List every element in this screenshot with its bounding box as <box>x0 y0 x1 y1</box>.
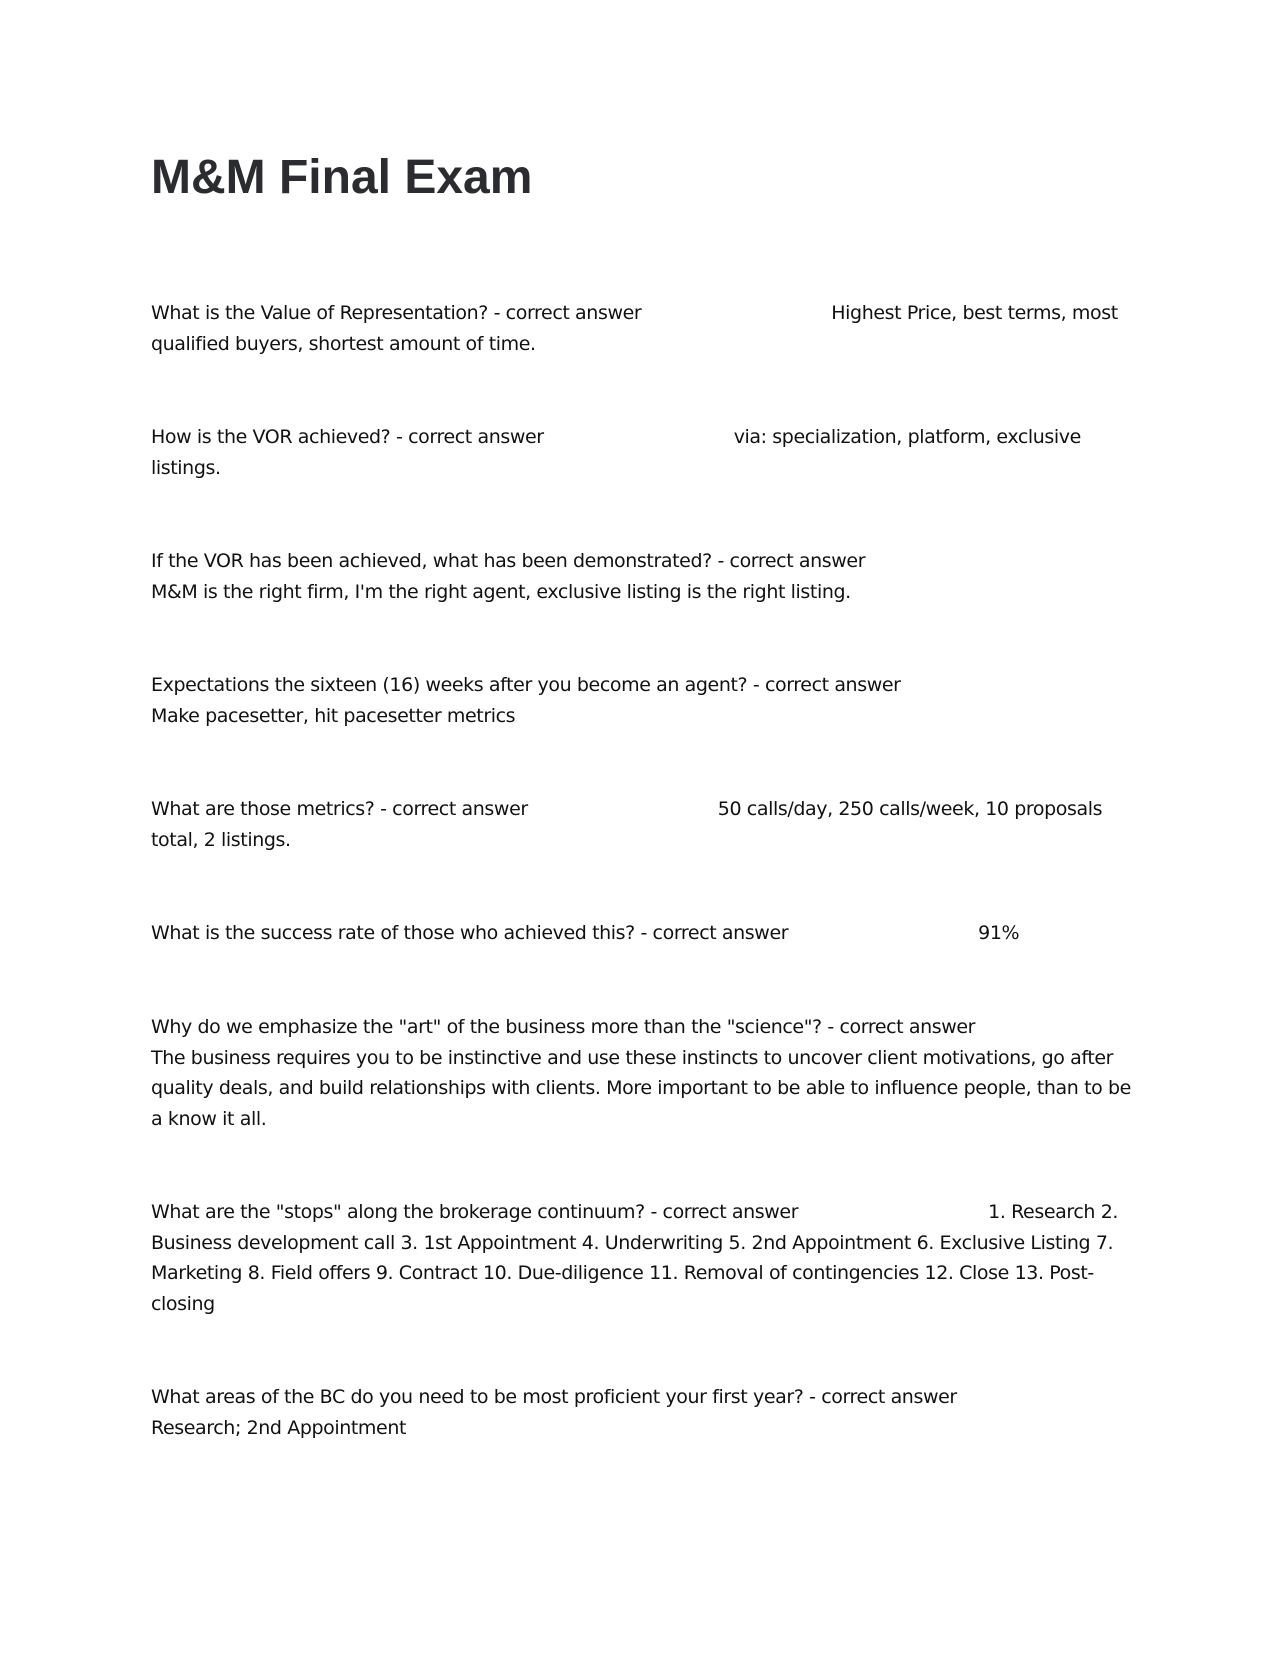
qa-item-1 <box>151 298 1136 359</box>
question-text: What is the Value of Representation? - correct answer <box>151 302 642 324</box>
answer-text: Highest Price, best terms, most qualified buyers, shortest amount of time. <box>151 302 1118 355</box>
qa-item-5 <box>151 794 1136 855</box>
qa-item-7 <box>151 1012 1136 1134</box>
question-text: Expectations the sixteen (16) weeks after you become an agent? - correct answer <box>151 674 901 696</box>
question-text: What is the success rate of those who achieved this? - correct answer <box>151 922 789 944</box>
answer-text: Make pacesetter, hit pacesetter metrics <box>151 704 516 727</box>
question-text: What are those metrics? - correct answer <box>151 798 528 820</box>
qa-item-8 <box>151 1197 1136 1319</box>
question-text: Why do we emphasize the "art" of the business more than the "science"? - correct answer <box>151 1016 976 1038</box>
qa-item-6 <box>151 918 1136 949</box>
question-text: What areas of the BC do you need to be most proficient your first year? - correct answer <box>151 1386 957 1408</box>
answer-text: M&M is the right firm, I'm the right agent, exclusive listing is the right listing. <box>151 580 851 603</box>
answer-text: 50 calls/day, 250 calls/week, 10 proposals total, 2 listings. <box>151 798 1103 851</box>
qa-item-9 <box>151 1382 1136 1443</box>
question-text: If the VOR has been achieved, what has been demonstrated? - correct answer <box>151 550 866 572</box>
answer-text: The business requires you to be instinctive and use these instincts to uncover client motivations, go after quality deals, and build relationships with clients. More important to be able to influence people, than to be a know it all. <box>151 1046 1131 1130</box>
qa-item-4 <box>151 670 1136 731</box>
answer-text: Research; 2nd Appointment <box>151 1416 407 1439</box>
question-text: How is the VOR achieved? - correct answer <box>151 426 544 448</box>
answer-text: via: specialization, platform, exclusive listings. <box>151 426 1081 479</box>
qa-item-2 <box>151 422 1136 483</box>
question-text: What are the "stops" along the brokerage continuum? - correct answer <box>151 1201 799 1223</box>
answer-text: 91% <box>978 922 1020 944</box>
qa-item-3 <box>151 546 1136 607</box>
answer-text: 1. Research 2. Business development call 3. 1st Appointment 4. Underwriting 5. 2nd Appointment 6. Exclusive Listing 7. Marketing 8. Field offers 9. Contract 10. Due-diligence 11. Removal of contingencies 12. Close 13. Post-closing <box>151 1201 1119 1315</box>
document-title: M&M Final Exam <box>151 151 533 204</box>
